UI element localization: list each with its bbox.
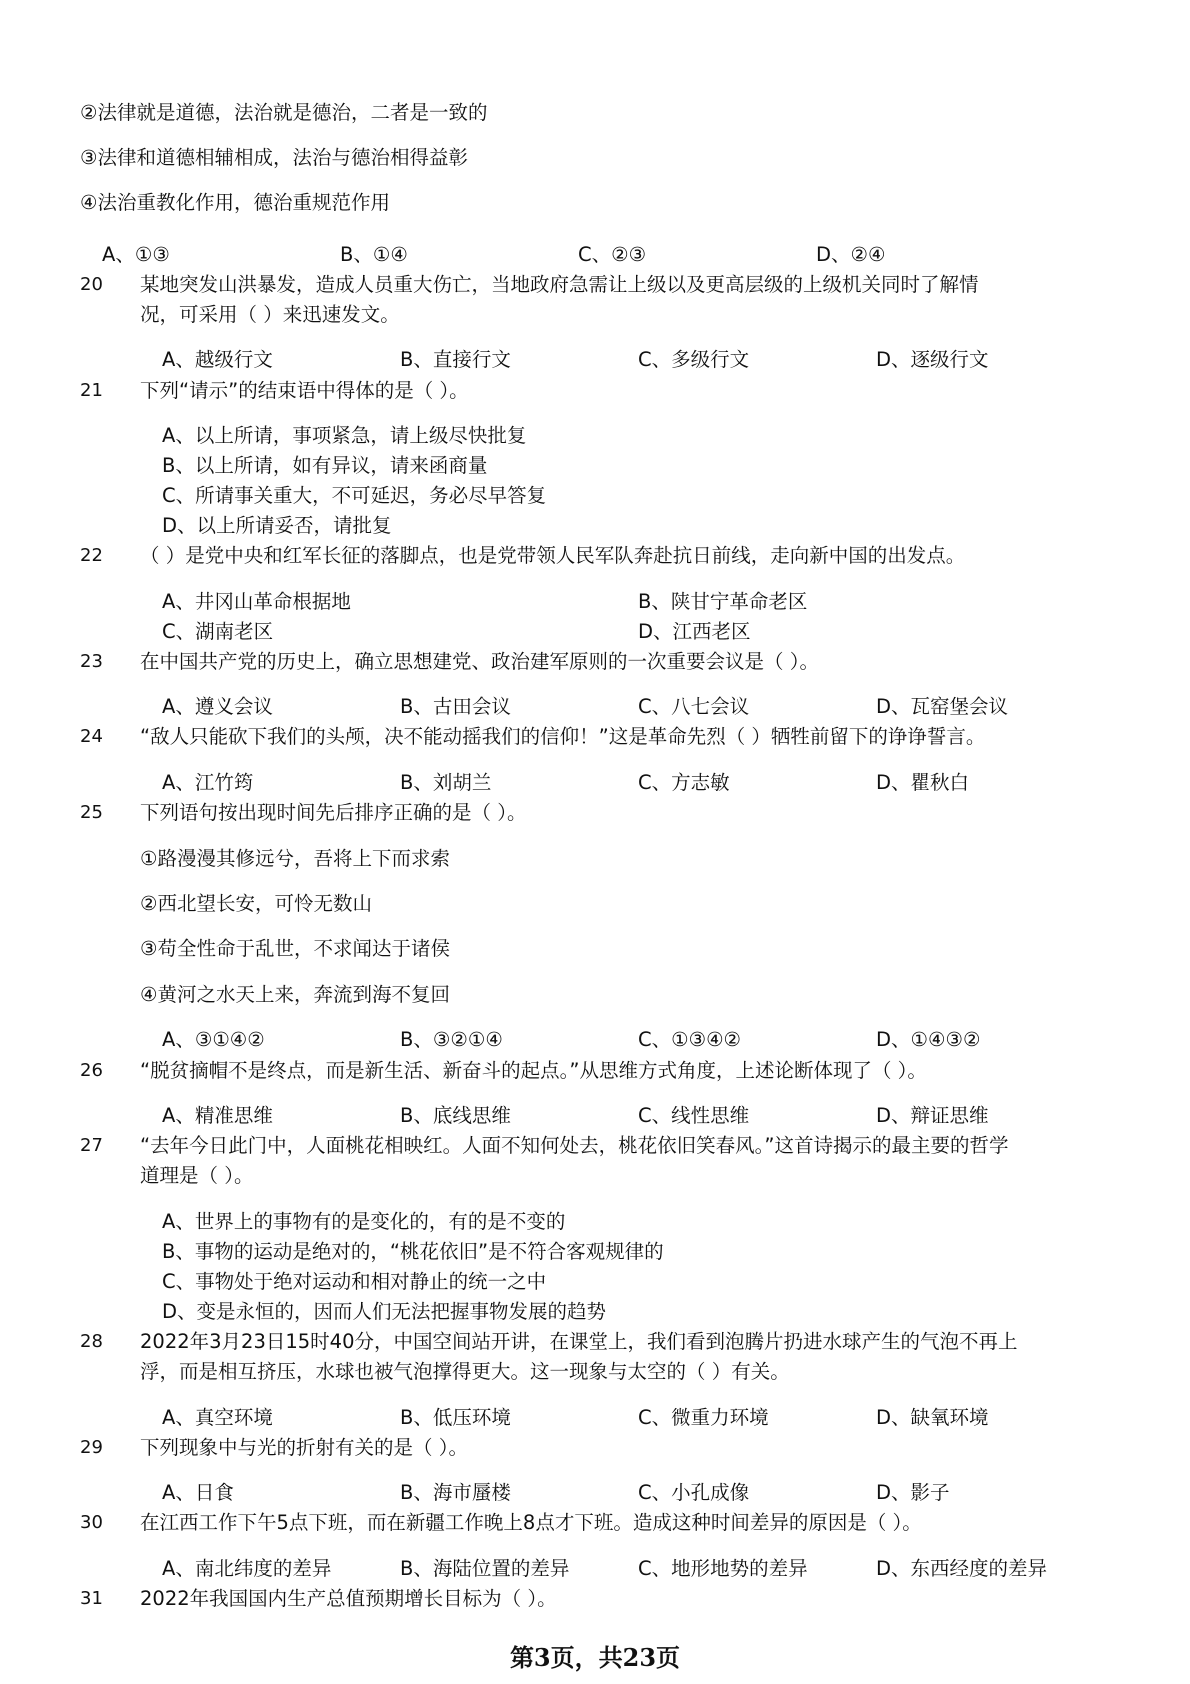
option: D、缺氧环境 [876,1406,989,1429]
statement-item: ④法治重教化作用，德治重规范作用 [80,191,390,214]
option: D、瞿秋白 [876,771,970,794]
option: A、真空环境 [162,1406,273,1429]
question-number: 21 [80,380,103,401]
question-text: （ ）是党中央和红军长征的落脚点，也是党带领人民军队奔赴抗日前线，走向新中国的出发点。 [140,544,966,567]
option: B、低压环境 [400,1406,511,1429]
option: A、南北纬度的差异 [162,1557,332,1580]
option: B、刘胡兰 [400,771,492,794]
question-text: 下列语句按出现时间先后排序正确的是（ ）。 [140,801,527,824]
question-text: 2022年3月23日15时40分，中国空间站开讲，在课堂上，我们看到泡腾片扔进水球产生的气泡不再上 [140,1330,1018,1353]
question-number: 29 [80,1437,103,1458]
option: A、遵义会议 [162,695,273,718]
option: C、小孔成像 [638,1481,750,1504]
option: D、江西老区 [638,620,751,643]
question-number: 30 [80,1512,103,1533]
option: B、事物的运动是绝对的，“桃花依旧”是不符合客观规律的 [162,1240,664,1263]
option: B、海市蜃楼 [400,1481,511,1504]
option: A、越级行文 [162,348,273,371]
option: B、陕甘宁革命老区 [638,590,808,613]
option: D、辩证思维 [876,1104,989,1127]
question-number: 31 [80,1588,103,1609]
option: C、①③④② [638,1028,742,1051]
option: A、③①④② [162,1028,265,1051]
option: A、精准思维 [162,1104,273,1127]
option: B、直接行文 [400,348,511,371]
statement-item: ③法律和道德相辅相成，法治与德治相得益彰 [80,146,468,169]
statement-item: ②法律就是道德，法治就是德治，二者是一致的 [80,101,488,124]
question-number: 26 [80,1060,103,1081]
option: B、③②①④ [400,1028,503,1051]
option: D、逐级行文 [876,348,989,371]
option: C、②③ [578,243,647,266]
option: B、①④ [340,243,408,266]
option: B、以上所请，如有异议，请来函商量 [162,454,488,477]
option: D、瓦窑堡会议 [876,695,1009,718]
option: D、①④③② [876,1028,981,1051]
option: C、八七会议 [638,695,750,718]
question-text: 某地突发山洪暴发，造成人员重大伤亡，当地政府急需让上级以及更高层级的上级机关同时了解情 [140,273,979,296]
question-number: 23 [80,651,103,672]
option: D、变是永恒的，因而人们无法把握事物发展的趋势 [162,1300,607,1323]
question-text: “脱贫摘帽不是终点，而是新生活、新奋斗的起点。”从思维方式角度，上述论断体现了（ ）。 [140,1059,927,1082]
question-text: 2022年我国国内生产总值预期增长目标为（ ）。 [140,1587,557,1610]
question-text: 况，可采用（ ）来迅速发文。 [140,303,400,326]
option: C、地形地势的差异 [638,1557,808,1580]
option: C、线性思维 [638,1104,750,1127]
question-number: 20 [80,274,103,295]
option: C、所请事关重大，不可延迟，务必尽早答复 [162,484,547,507]
option: B、古田会议 [400,695,511,718]
option: C、湖南老区 [162,620,274,643]
question-text: “敌人只能砍下我们的头颅，决不能动摇我们的信仰！”这是革命先烈（ ）牺牲前留下的诤诤誓言。 [140,725,986,748]
question-number: 22 [80,545,103,566]
question-text: 在中国共产党的历史上，确立思想建党、政治建军原则的一次重要会议是（ ）。 [140,650,819,673]
page-footer: 第3页，共23页 [509,1643,681,1672]
statement-item: ③苟全性命于乱世，不求闻达于诸侯 [140,937,450,960]
question-text: 下列“请示”的结束语中得体的是（ ）。 [140,379,469,402]
statement-item: ④黄河之水天上来，奔流到海不复回 [140,983,450,1006]
question-text: 道理是（ ）。 [140,1164,254,1187]
question-number: 25 [80,802,103,823]
option: A、①③ [102,243,170,266]
option: D、②④ [816,243,886,266]
statement-item: ①路漫漫其修远兮，吾将上下而求索 [140,847,450,870]
question-text: 在江西工作下午5点下班，而在新疆工作晚上8点才下班。造成这种时间差异的原因是（ ）。 [140,1511,922,1534]
option: D、以上所请妥否，请批复 [162,514,392,537]
option: C、微重力环境 [638,1406,769,1429]
option: A、江竹筠 [162,771,254,794]
option: A、以上所请，事项紧急，请上级尽快批复 [162,424,527,447]
question-number: 27 [80,1135,103,1156]
statement-item: ②西北望长安，可怜无数山 [140,892,372,915]
question-text: “去年今日此门中，人面桃花相映红。人面不知何处去，桃花依旧笑春风。”这首诗揭示的最主要的哲学 [140,1134,1009,1157]
option: D、东西经度的差异 [876,1557,1048,1580]
option: A、日食 [162,1481,234,1504]
option: C、多级行文 [638,348,750,371]
question-text: 下列现象中与光的折射有关的是（ ）。 [140,1436,468,1459]
option: D、影子 [876,1481,950,1504]
question-number: 28 [80,1331,103,1352]
option: B、海陆位置的差异 [400,1557,570,1580]
option: C、方志敏 [638,771,730,794]
question-text: 浮，而是相互挤压，水球也被气泡撑得更大。这一现象与太空的（ ）有关。 [140,1360,790,1383]
question-number: 24 [80,726,103,747]
option: A、井冈山革命根据地 [162,590,351,613]
option: A、世界上的事物有的是变化的，有的是不变的 [162,1210,566,1233]
option: C、事物处于绝对运动和相对静止的统一之中 [162,1270,547,1293]
option: B、底线思维 [400,1104,511,1127]
